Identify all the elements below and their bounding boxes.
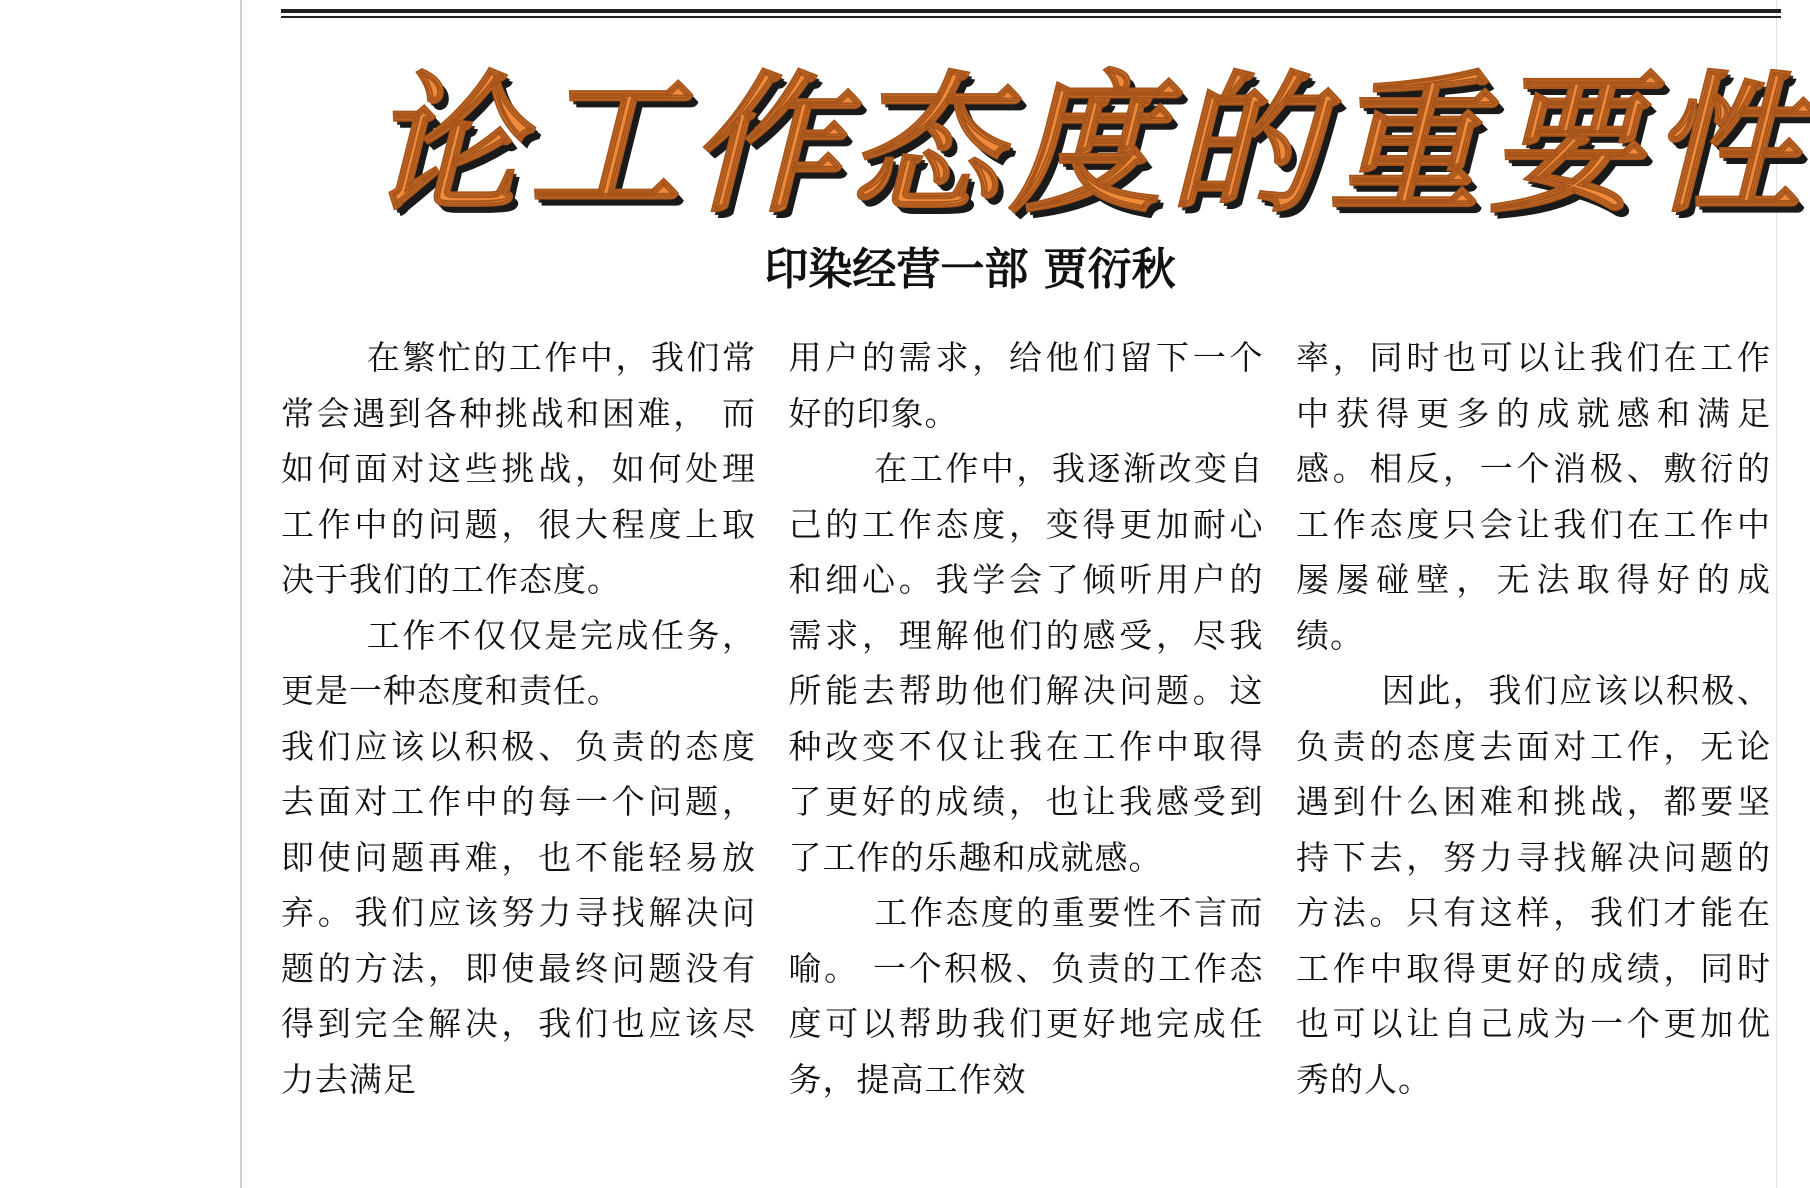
title-character: 工	[530, 57, 691, 233]
paragraph: 工作不仅仅是完成任务，更是一种态度和责任。	[281, 615, 756, 710]
left-margin-rule	[240, 0, 242, 1188]
article-column-3	[1296, 330, 1771, 1175]
paragraph: 工作态度的重要性不言而喻。 一个积极、负责的工作态度可以帮助我们更好地完成任务，提高工作效	[788, 893, 1264, 1099]
header-rules	[281, 9, 1781, 21]
article-title	[370, 50, 1810, 240]
paragraph: 用户的需求，给他们留下一个好的印象。	[788, 338, 1264, 433]
header-rule-thick	[281, 9, 1781, 13]
title-character: 重	[1330, 57, 1491, 233]
title-character: 度	[1010, 57, 1171, 233]
title-character: 的	[1170, 57, 1331, 233]
paragraph: 因此，我们应该以积极、负责的态度去面对工作，无论遇到什么困难和挑战，都要坚持下去，努力寻找解决问题的方法。只有这样，我们才能在工作中取得更好的成绩，同时也可以让自己成为一个更加优秀的人。	[1296, 671, 1771, 1099]
article-body	[281, 330, 1771, 1175]
title-character: 作	[690, 57, 851, 233]
title-character: 要	[1490, 57, 1651, 233]
title-character: 论	[370, 57, 531, 233]
article-byline: 印染经营一部 贾衍秋	[764, 244, 1176, 295]
title-character: 性	[1650, 57, 1810, 233]
paragraph: 率，同时也可以让我们在工作中获得更多的成就感和满足感。相反，一个消极、敷衍的工作态度只会让我们在工作中屡屡碰壁，无法取得好的成绩。	[1296, 338, 1771, 655]
header-rule-thin	[281, 16, 1781, 18]
paragraph: 我们应该以积极、负责的态度去面对工作中的每一个问题，即使问题再难，也不能轻易放弃。我们应该努力寻找解决问题的方法，即使最终问题没有得到完全解决，我们也应该尽力去满足	[281, 726, 756, 1099]
paragraph: 在工作中，我逐渐改变自己的工作态度，变得更加耐心和细心。我学会了倾听用户的需求，理解他们的感受，尽我所能去帮助他们解决问题。这种改变不仅让我在工作中取得了更好的成绩，也让我感受到了工作的乐趣和成就感。	[788, 449, 1264, 877]
title-character: 态	[850, 57, 1011, 233]
article-column-1	[281, 330, 756, 1175]
article-column-2	[789, 330, 1264, 1175]
paragraph: 在繁忙的工作中，我们常常会遇到各种挑战和困难， 而如何面对这些挑战，如何处理工作中的问题，很大程度上取决于我们的工作态度。	[281, 338, 756, 599]
